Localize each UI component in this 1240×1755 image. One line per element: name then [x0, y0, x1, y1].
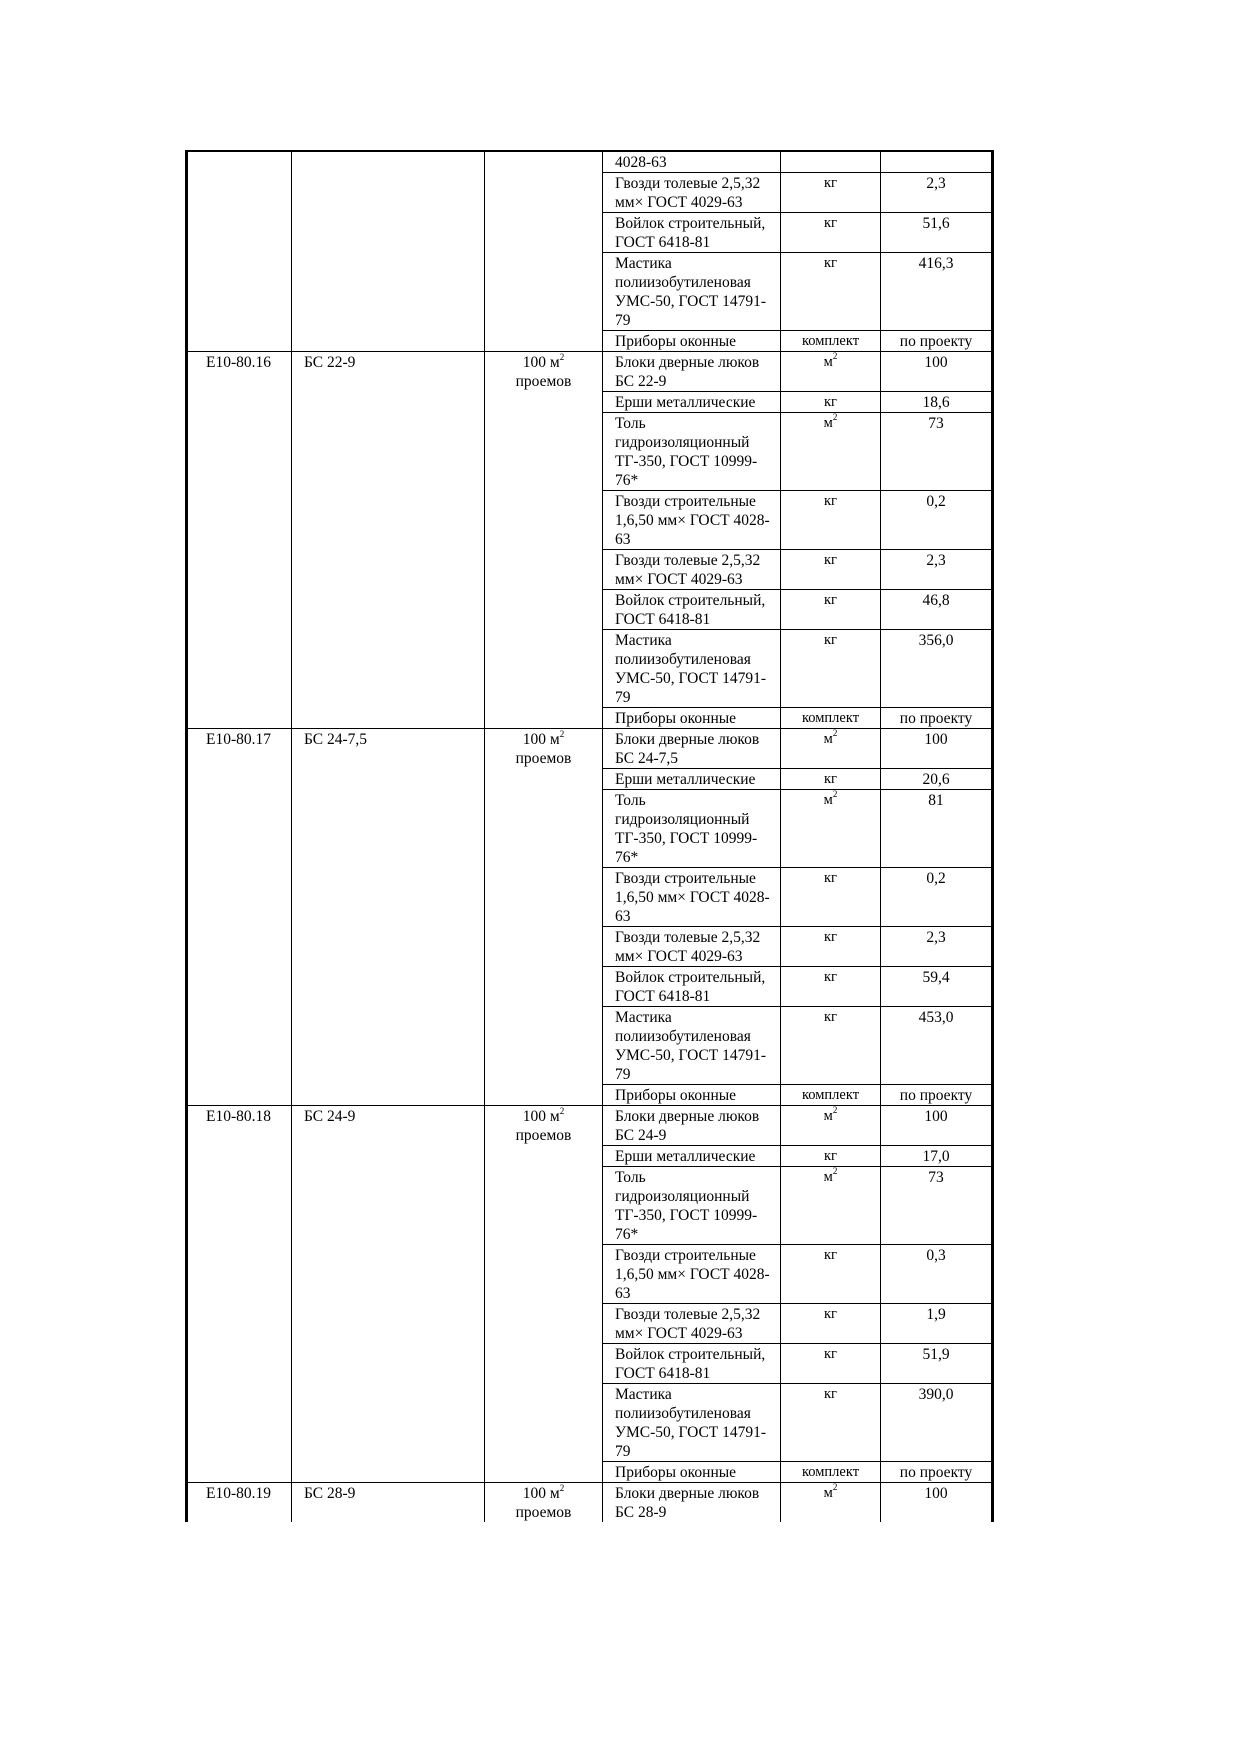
measure-unit-cell [485, 352, 603, 729]
unit-cell: кг [781, 630, 881, 708]
unit-text: м [823, 354, 833, 370]
material-name-cell: Толь гидроизоляционный ТГ-350, ГОСТ 10999-76* [603, 413, 781, 491]
measure-unit-base: 100 м [522, 354, 560, 371]
norm-code-cell: Е10-80.17 [187, 729, 292, 1106]
material-name-cell: Приборы оконные [603, 331, 781, 352]
table-row [187, 213, 993, 253]
quantity-cell: 100 [881, 1483, 993, 1523]
material-name-cell: Ерши металлические [603, 1146, 781, 1167]
unit-text: м [823, 792, 833, 808]
measure-unit-superscript: 2 [559, 351, 565, 362]
empty-cell [292, 173, 485, 213]
material-name-cell: Мастика полиизобутиленовая УМС-50, ГОСТ 14791-79 [603, 253, 781, 331]
norm-code-cell: Е10-80.19 [187, 1483, 292, 1523]
quantity-cell: 390,0 [881, 1384, 993, 1462]
table-row [187, 253, 993, 331]
block-brand-cell: БС 24-9 [292, 1106, 485, 1483]
empty-cell [292, 331, 485, 352]
measure-unit-suffix: проемов [515, 373, 572, 390]
quantity-cell: 46,8 [881, 590, 993, 630]
unit-cell: комплект [781, 331, 881, 352]
material-name-cell: Толь гидроизоляционный ТГ-350, ГОСТ 10999-76* [603, 1167, 781, 1245]
quantity-cell: 73 [881, 413, 993, 491]
unit-cell: кг [781, 590, 881, 630]
unit-superscript: 2 [832, 728, 838, 739]
quantity-cell: 2,3 [881, 927, 993, 967]
material-name-cell: Гвозди строительные 1,6,50 мм× ГОСТ 4028-63 [603, 491, 781, 550]
material-name-cell: Гвозди строительные 1,6,50 мм× ГОСТ 4028-63 [603, 868, 781, 927]
quantity-cell: 100 [881, 729, 993, 769]
unit-text: м [823, 731, 833, 747]
quantity-cell: 100 [881, 352, 993, 392]
measure-unit-superscript: 2 [559, 728, 565, 739]
measure-unit-cell [485, 1483, 603, 1523]
measure-unit-base: 100 м [522, 731, 560, 748]
table-row [187, 1483, 993, 1523]
material-name-cell: Приборы оконные [603, 708, 781, 729]
unit-cell: кг [781, 967, 881, 1007]
unit-text: м [823, 415, 833, 431]
material-name-cell: Войлок строительный, ГОСТ 6418-81 [603, 213, 781, 253]
table-row [187, 729, 993, 769]
unit-cell: комплект [781, 1085, 881, 1106]
unit-cell: кг [781, 253, 881, 331]
block-brand-cell: БС 28-9 [292, 1483, 485, 1523]
table-row [187, 331, 993, 352]
table-row [187, 1106, 993, 1146]
measure-unit-cell [485, 1106, 603, 1483]
empty-cell [292, 213, 485, 253]
table-body [187, 151, 993, 1522]
quantity-cell: 356,0 [881, 630, 993, 708]
unit-superscript: 2 [832, 412, 838, 423]
table-row [187, 151, 993, 173]
unit-cell [781, 1483, 881, 1523]
unit-superscript: 2 [832, 351, 838, 362]
table-row [187, 173, 993, 213]
empty-cell [292, 253, 485, 331]
empty-cell [485, 173, 603, 213]
unit-cell: кг [781, 1384, 881, 1462]
quantity-cell: 51,6 [881, 213, 993, 253]
unit-cell: комплект [781, 708, 881, 729]
unit-text: м [823, 1485, 833, 1501]
quantity-cell: по проекту [881, 1462, 993, 1483]
unit-cell: кг [781, 550, 881, 590]
unit-cell: кг [781, 491, 881, 550]
empty-cell [485, 331, 603, 352]
material-name-cell: Гвозди строительные 1,6,50 мм× ГОСТ 4028-63 [603, 1245, 781, 1304]
quantity-cell: 81 [881, 790, 993, 868]
material-name-cell: Войлок строительный, ГОСТ 6418-81 [603, 590, 781, 630]
quantity-cell: 51,9 [881, 1344, 993, 1384]
measure-unit-suffix: проемов [515, 1127, 572, 1144]
quantity-cell: 0,2 [881, 491, 993, 550]
empty-cell [485, 151, 603, 173]
norm-code-cell: Е10-80.16 [187, 352, 292, 729]
empty-cell [485, 213, 603, 253]
material-name-cell: Приборы оконные [603, 1085, 781, 1106]
unit-cell: кг [781, 1245, 881, 1304]
material-name-cell: Мастика полиизобутиленовая УМС-50, ГОСТ 14791-79 [603, 630, 781, 708]
quantity-cell: 18,6 [881, 392, 993, 413]
quantity-cell: 453,0 [881, 1007, 993, 1085]
unit-cell [781, 151, 881, 173]
quantity-cell: по проекту [881, 331, 993, 352]
quantity-cell: 20,6 [881, 769, 993, 790]
unit-cell: кг [781, 868, 881, 927]
empty-cell [187, 173, 292, 213]
measure-unit-base: 100 м [522, 1108, 560, 1125]
material-name-cell: Ерши металлические [603, 392, 781, 413]
measure-unit-suffix: проемов [515, 750, 572, 767]
measure-unit-superscript: 2 [559, 1105, 565, 1116]
unit-cell: кг [781, 927, 881, 967]
material-name-cell: Блоки дверные люков БС 24-9 [603, 1106, 781, 1146]
material-name-cell: Гвозди толевые 2,5,32 мм× ГОСТ 4029-63 [603, 173, 781, 213]
measure-unit-base: 100 м [522, 1485, 560, 1502]
empty-cell [187, 151, 292, 173]
norms-table [185, 150, 994, 1522]
quantity-cell [881, 151, 993, 173]
material-name-cell: Гвозди толевые 2,5,32 мм× ГОСТ 4029-63 [603, 1304, 781, 1344]
quantity-cell: 0,2 [881, 868, 993, 927]
unit-cell: кг [781, 213, 881, 253]
empty-cell [187, 213, 292, 253]
quantity-cell: 73 [881, 1167, 993, 1245]
empty-cell [292, 151, 485, 173]
unit-cell: кг [781, 173, 881, 213]
material-name-cell: Войлок строительный, ГОСТ 6418-81 [603, 1344, 781, 1384]
quantity-cell: 17,0 [881, 1146, 993, 1167]
measure-unit-superscript: 2 [559, 1482, 565, 1493]
empty-cell [187, 331, 292, 352]
block-brand-cell: БС 22-9 [292, 352, 485, 729]
block-brand-cell: БС 24-7,5 [292, 729, 485, 1106]
unit-text: м [823, 1169, 833, 1185]
unit-cell [781, 729, 881, 769]
unit-cell: кг [781, 1304, 881, 1344]
unit-superscript: 2 [832, 789, 838, 800]
material-name-cell: Гвозди толевые 2,5,32 мм× ГОСТ 4029-63 [603, 927, 781, 967]
unit-superscript: 2 [832, 1482, 838, 1493]
material-name-cell: Мастика полиизобутиленовая УМС-50, ГОСТ 14791-79 [603, 1007, 781, 1085]
quantity-cell: 100 [881, 1106, 993, 1146]
unit-superscript: 2 [832, 1166, 838, 1177]
material-name-cell: Толь гидроизоляционный ТГ-350, ГОСТ 10999-76* [603, 790, 781, 868]
unit-cell: кг [781, 769, 881, 790]
material-name-cell: Гвозди толевые 2,5,32 мм× ГОСТ 4029-63 [603, 550, 781, 590]
measure-unit-cell [485, 729, 603, 1106]
quantity-cell: 416,3 [881, 253, 993, 331]
unit-cell [781, 790, 881, 868]
quantity-cell: 1,9 [881, 1304, 993, 1344]
unit-superscript: 2 [832, 1105, 838, 1116]
unit-cell: кг [781, 1007, 881, 1085]
quantity-cell: 0,3 [881, 1245, 993, 1304]
unit-cell: кг [781, 392, 881, 413]
unit-cell [781, 352, 881, 392]
unit-cell: комплект [781, 1462, 881, 1483]
material-name-cell: Мастика полиизобутиленовая УМС-50, ГОСТ 14791-79 [603, 1384, 781, 1462]
material-name-cell: Блоки дверные люков БС 24-7,5 [603, 729, 781, 769]
quantity-cell: по проекту [881, 708, 993, 729]
quantity-cell: 59,4 [881, 967, 993, 1007]
material-name-cell: Приборы оконные [603, 1462, 781, 1483]
unit-cell: кг [781, 1146, 881, 1167]
unit-cell [781, 413, 881, 491]
measure-unit-suffix: проемов [515, 1504, 572, 1521]
material-name-cell: Блоки дверные люков БС 28-9 [603, 1483, 781, 1523]
material-name-cell: Блоки дверные люков БС 22-9 [603, 352, 781, 392]
unit-cell [781, 1167, 881, 1245]
unit-cell: кг [781, 1344, 881, 1384]
table-row [187, 352, 993, 392]
norm-code-cell: Е10-80.18 [187, 1106, 292, 1483]
material-name-cell: 4028-63 [603, 151, 781, 173]
unit-text: м [823, 1108, 833, 1124]
quantity-cell: 2,3 [881, 173, 993, 213]
quantity-cell: 2,3 [881, 550, 993, 590]
quantity-cell: по проекту [881, 1085, 993, 1106]
material-name-cell: Ерши металлические [603, 769, 781, 790]
empty-cell [187, 253, 292, 331]
empty-cell [485, 253, 603, 331]
unit-cell [781, 1106, 881, 1146]
material-name-cell: Войлок строительный, ГОСТ 6418-81 [603, 967, 781, 1007]
